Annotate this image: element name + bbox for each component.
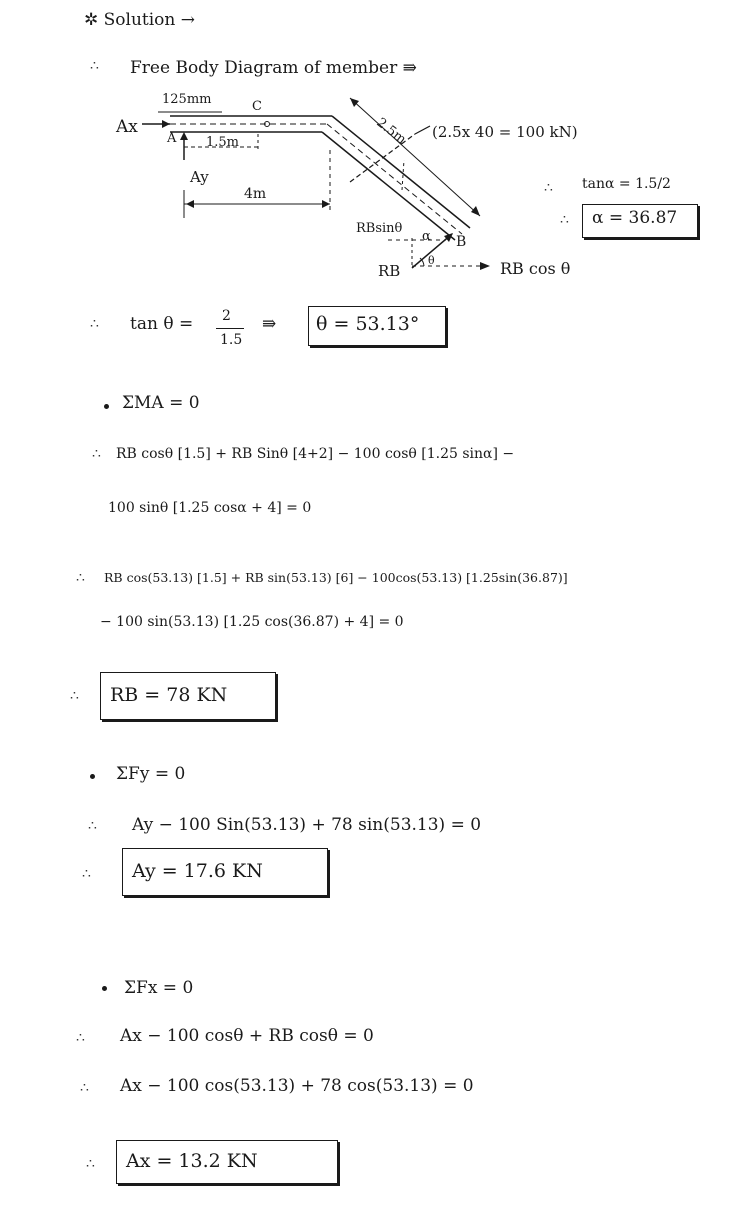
moment-eq-2: 100 sinθ [1.25 cosα + 4] = 0 <box>108 500 312 516</box>
ax-result: Ax = 13.2 KN <box>126 1150 258 1172</box>
theta-result: θ = 53.13° <box>316 313 420 335</box>
fraction-bar <box>216 328 244 329</box>
tan-theta-lhs: tan θ = <box>130 314 194 334</box>
dim-2-5m: 2.5m <box>373 115 409 148</box>
moment-heading: ΣMA = 0 <box>122 393 200 413</box>
therefore-symbol: ∴ <box>86 1156 95 1172</box>
fbd-title: Free Body Diagram of member ⇛ <box>130 58 417 78</box>
therefore-symbol: ∴ <box>92 446 101 462</box>
rb-result: RB = 78 KN <box>110 684 228 706</box>
label-ax: Ax <box>116 117 138 137</box>
fx-eq-1: Ax − 100 cosθ + RB cosθ = 0 <box>120 1026 374 1046</box>
dim-1-5m: 1.5m <box>206 135 240 150</box>
alpha-result: α = 36.87 <box>592 208 678 228</box>
therefore-symbol: ∴ <box>76 1030 85 1046</box>
moment-eq-4: − 100 sin(53.13) [1.25 cos(36.87) + 4] = 0 <box>100 614 404 630</box>
bullet <box>90 774 95 779</box>
tan-alpha: tanα = 1.5/2 <box>582 176 671 192</box>
therefore-symbol: ∴ <box>560 212 569 228</box>
therefore-symbol: ∴ <box>82 866 91 882</box>
label-ay: Ay <box>190 168 209 186</box>
therefore-symbol: ∴ <box>70 688 79 704</box>
tan-theta-denominator: 1.5 <box>220 332 243 348</box>
therefore-symbol: ∴ <box>80 1080 89 1096</box>
therefore-symbol: ∴ <box>76 570 85 586</box>
therefore-symbol: ∴ <box>88 818 97 834</box>
bullet <box>102 986 107 991</box>
label-a: A <box>167 131 177 146</box>
label-rbcos: RB cos θ <box>500 259 571 278</box>
free-body-diagram <box>0 0 754 300</box>
fx-heading: ΣFx = 0 <box>124 978 194 998</box>
label-b: B <box>456 234 467 250</box>
bullet <box>104 404 109 409</box>
label-alpha: α <box>422 229 431 244</box>
moment-eq-1: RB cosθ [1.5] + RB Sinθ [4+2] − 100 cosθ [1.25 sinα] − <box>116 446 515 462</box>
dim-125mm: 125mm <box>162 92 212 107</box>
tan-theta-numerator: 2 <box>222 308 231 324</box>
moment-eq-3: RB cos(53.13) [1.5] + RB sin(53.13) [6] − 100cos(53.13) [1.25sin(36.87)] <box>104 570 568 585</box>
therefore-symbol: ∴ <box>544 180 553 196</box>
therefore-symbol: ∴ <box>90 316 99 332</box>
implies-arrow: ⇛ <box>262 314 277 334</box>
ay-result: Ay = 17.6 KN <box>132 860 263 882</box>
solution-heading: ✲ Solution → <box>84 10 196 30</box>
fy-heading: ΣFy = 0 <box>116 764 186 784</box>
load-label: (2.5x 40 = 100 kN) <box>432 123 578 141</box>
fx-eq-2: Ax − 100 cos(53.13) + 78 cos(53.13) = 0 <box>120 1076 474 1096</box>
label-theta: θ <box>428 254 435 267</box>
label-c: C <box>252 99 262 114</box>
label-rbsin: RBsinθ <box>356 221 403 236</box>
dim-4m: 4m <box>244 186 267 202</box>
therefore-symbol: ∴ <box>90 58 99 74</box>
fy-eq-1: Ay − 100 Sin(53.13) + 78 sin(53.13) = 0 <box>132 815 482 835</box>
label-rb: RB <box>378 262 401 280</box>
